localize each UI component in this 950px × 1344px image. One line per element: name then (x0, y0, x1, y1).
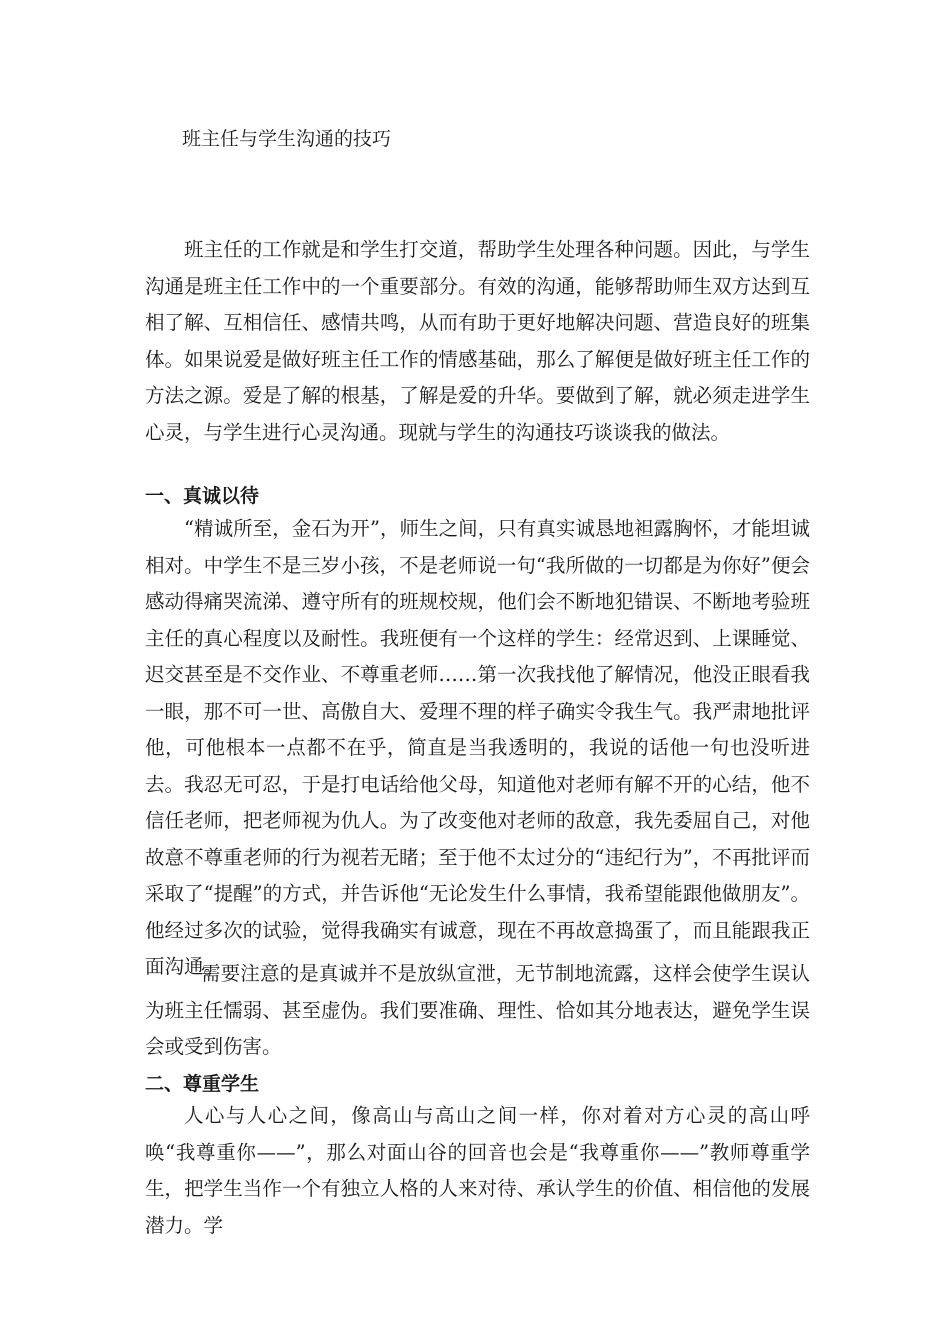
document-title: 班主任与学生沟通的技巧 (182, 128, 392, 150)
section-heading-sincerity: 一、真诚以待 (145, 485, 260, 507)
section-sincerity-paragraph-2: 需要注意的是真诚并不是放纵宣泄，无节制地流露，这样会使学生误认为班主任懦弱、甚至虚伪。我们要准确、理性、恰如其分地表达，避免学生误会或受到伤害。 (145, 962, 810, 1058)
section-sincerity-paragraph-1: “精诚所至，金石为开”，师生之间，只有真实诚恳地袒露胸怀，才能坦诚相对。中学生不是三岁小孩，不是老师说一句“我所做的一切都是为你好”便会感动得痛哭流涕、遵守所有的班规校规，他们会不断地犯错误、不断地考验班主任的真心程度以及耐性。我班便有一个这样的学生：经常迟到、上课睡觉、迟交甚至是不交作业、不尊重老师……第一次我找他了解情况，他没正眼看我一眼，那不可一世、高傲自大、爱理不理的样子确实令我生气。我严肃地批评他，可他根本一点都不在乎，简直是当我透明的，我说的话他一句也没听进去。我忍无可忍，于是打电话给他父母，知道他对老师有解不开的心结，他不信任老师，把老师视为仇人。为了改变他对老师的敌意，我先委屈自己，对他故意不尊重老师的行为视若无睹；至于他不太过分的“违纪行为”，不再批评而采取了“提醒”的方式，并告诉他“无论发生什么事情，我希望能跟他做朋友”。他经过多次的试验，觉得我确实有诚意，现在不再故意捣蛋了，而且能跟我正面沟通。 (145, 517, 810, 978)
section-heading-respect: 二、尊重学生 (145, 1073, 260, 1095)
section-respect-paragraph-1: 人心与人心之间，像高山与高山之间一样，你对着对方心灵的高山呼唤“我尊重你——”，那么对面山谷的回音也会是“我尊重你——”教师尊重学生，把学生当作一个有独立人格的人来对待、承认学生的价值、相信他的发展潜力。学 (145, 1104, 810, 1237)
intro-paragraph: 班主任的工作就是和学生打交道，帮助学生处理各种问题。因此，与学生沟通是班主任工作中的一个重要部分。有效的沟通，能够帮助师生双方达到互相了解、互相信任、感情共鸣，从而有助于更好地解决问题、营造良好的班集体。如果说爱是做好班主任工作的情感基础，那么了解便是做好班主任工作的方法之源。爱是了解的根基，了解是爱的升华。要做到了解，就必须走进学生心灵，与学生进行心灵沟通。现就与学生的沟通技巧谈谈我的做法。 (145, 238, 810, 444)
